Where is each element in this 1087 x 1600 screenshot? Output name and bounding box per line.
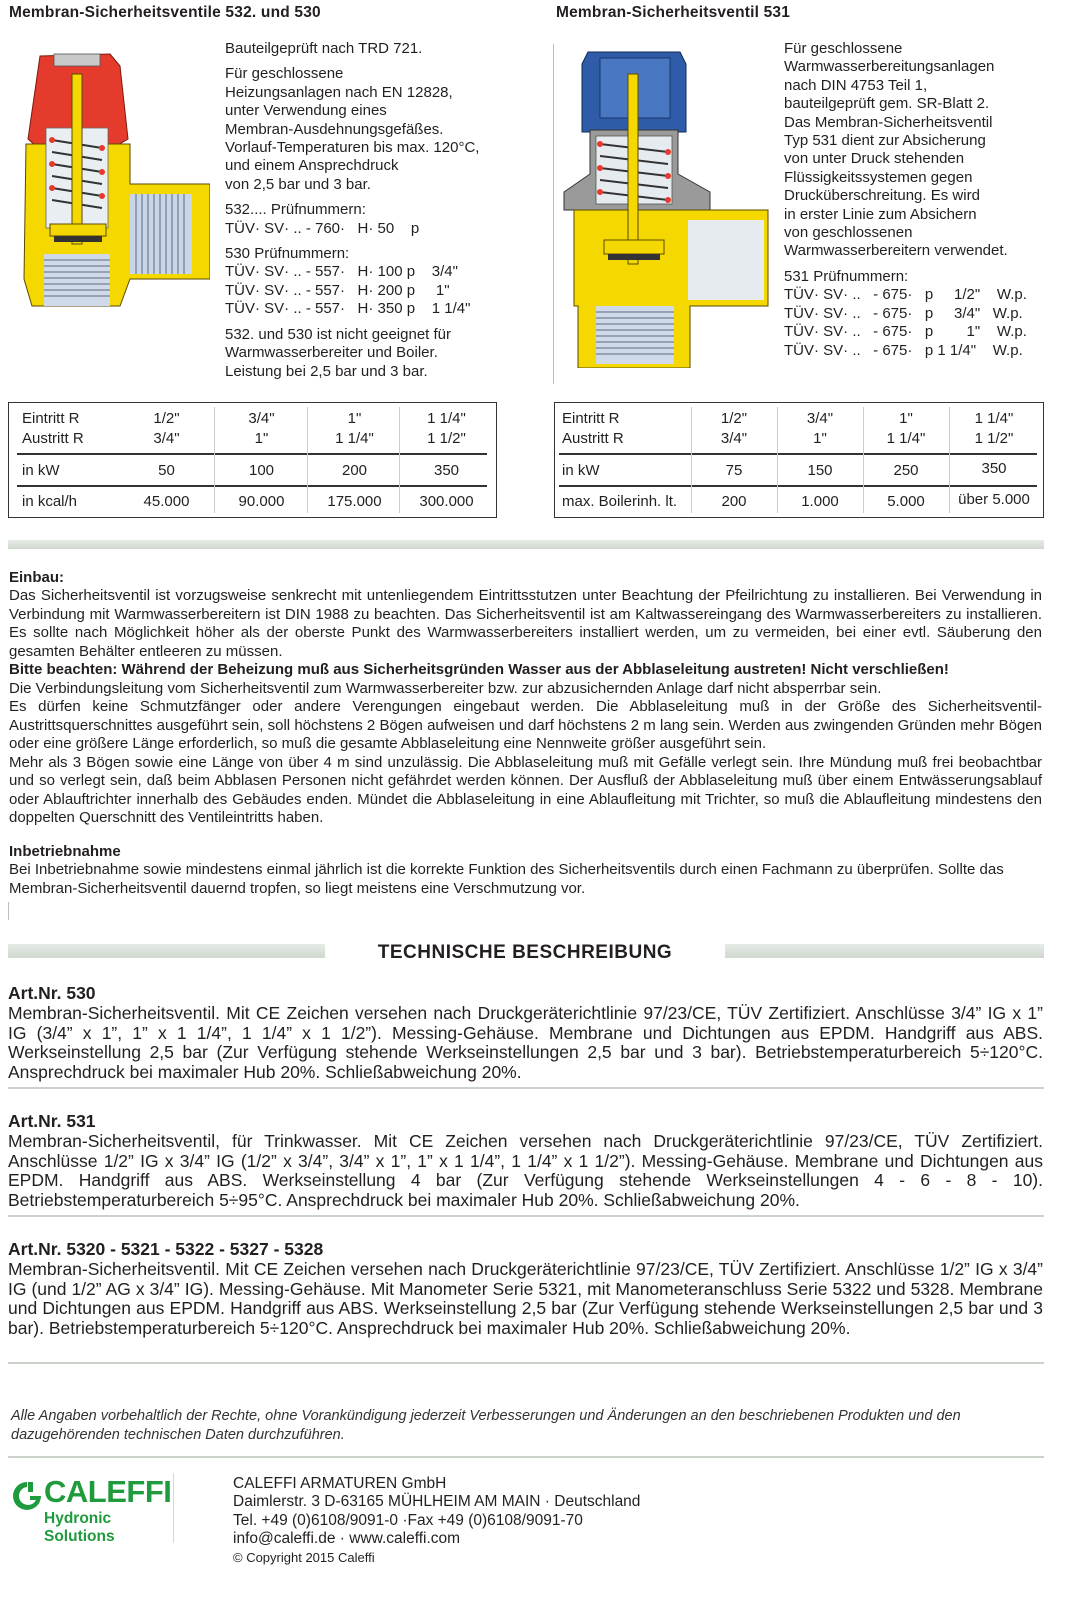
einbau-text4: Mehr als 3 Bögen sowie eine Länge von über 4 m sind unzulässig. Die Abblaseleitung muß mit Gefälle verlegt sein. Ihre Mündung muß frei beobachtbar und so verlegt sein, daß beim Abblasen Personen nicht gefährdet werden können. Der Ausfluß der Abblaseleitung muß über einem Entwässerungsablauf oder Ablauftrichter innerhalb des Gebäudes enden. Mündet die Abblaseleitung in eine Ablaufleitung mit Trichter, so muß die Ablaufleitung mindestens den doppelten Querschnitt des Ventileintritts haben. xyxy=(9,753,1042,826)
einbau-text1: Das Sicherheitsventil ist vorzugsweise senkrecht mit untenliegendem Eintrittsstutzen unter Beachtung der Pfeilrichtung zu installieren. Bei Verwendung in Verbindung mit Warmwasserbereitern ist DIN 1988 zu beachten. Das Sicherheitsventil ist am Kaltwassereingang des Warmwasserbereiters zu installieren. Es sollte nach Möglichkeit höher als der oberste Punkt des Warmwasserbereiters installiert werden, um zu vermeiden, bei einer evtl. Säuberung den gesamten Behälter entleeren zu müssen. xyxy=(9,587,1042,660)
table-label-boiler: max. Boilerinh. lt. xyxy=(562,493,678,510)
table-cell: 1" xyxy=(899,410,913,427)
left-p5-line: 532. und 530 ist nicht geeignet für xyxy=(225,325,451,343)
caleffi-logo-icon xyxy=(10,1479,44,1513)
table-cell: 250 xyxy=(893,462,919,479)
left-p5-line: Leistung bei 2,5 bar und 3 bar. xyxy=(225,362,428,380)
table-cell: 90.000 xyxy=(238,493,285,510)
article-number: Art.Nr. 530 xyxy=(8,983,96,1003)
einbau-text3: Es dürfen keine Schmutzfänger oder andere Verengungen eingebaut werden. Die Abblaseleitung muß in der Größe des Sicherheitsventil-Austrittsquerschnittes ausgeführt sein, soll höchstens 2 Bögen aufweisen und darf höchstens 2 m lang sein. Werden aus zwingenden Gründen mehr Bögen oder eine größere Länge erforderlich, so muß die gesamte Abblaseleitung eine Nennweite größer ausgeführt sein. xyxy=(9,698,1042,752)
right-p1-line: Drucküberschreitung. Es wird xyxy=(784,187,980,205)
table-label-kw: in kW xyxy=(22,462,60,479)
table-label-outlet: Austritt R xyxy=(562,430,624,447)
right-p1-line: nach DIN 4753 Teil 1, xyxy=(784,76,928,94)
right-p1-line: Typ 531 dient zur Absicherung xyxy=(784,132,986,150)
right-p1-line: in erster Linie zum Absichern xyxy=(784,205,977,223)
company-web[interactable]: info@caleffi.de · www.caleffi.com xyxy=(233,1530,461,1548)
right-p1-line: Flüssigkeitssystemen gegen xyxy=(784,168,973,186)
right-p2-line: 531 Prüfnummern: xyxy=(784,267,909,285)
table-rule xyxy=(17,485,487,487)
table-label-kw: in kW xyxy=(562,462,600,479)
right-p2-line: TÜV· SV· .. - 675· p 1 1/4" W.p. xyxy=(784,341,1023,359)
column-divider xyxy=(553,44,554,384)
article-text: Membran-Sicherheitsventil. Mit CE Zeichen versehen nach Druckgeräterichtlinie 97/23/CE, TÜV Zertifiziert. Anschlüsse 1/2” IG x 3/4” IG (und 1/2” AG x 3/4” IG). Messing-Gehäuse. Mit Manometer Serie 5321, mit Manometeranschluss Serie 5322 und 5328. Membrane und Dichtungen aus EPDM. Handgriff aus ABS. Werkseinstellung 2,5 bar (Zur Verfügung stehende Werkseinstellungen 2,5 bar und 3 bar). Betriebstemperaturbereich 5÷120°C. Ansprechdruck bei maximaler Hub 20%. Schließabweichung 20%. xyxy=(8,1259,1043,1338)
right-p1-line: bauteilgeprüft gem. SR-Blatt 2. xyxy=(784,95,990,113)
left-p3-line: 532.... Prüfnummern: xyxy=(225,201,366,219)
right-description xyxy=(784,40,1084,367)
left-description xyxy=(225,40,545,388)
table-rule xyxy=(17,453,487,455)
table-cell: 1/2" xyxy=(153,410,180,427)
table-cell: 1/2" xyxy=(720,410,748,427)
table-cell: 1.000 xyxy=(801,493,839,510)
table-cell: 45.000 xyxy=(143,493,190,510)
table-cell: 50 xyxy=(158,462,175,479)
table-cell: 350 xyxy=(981,460,1007,477)
article-number: Art.Nr. 5320 - 5321 - 5322 - 5327 - 5328 xyxy=(8,1239,324,1259)
left-section-title: Membran-Sicherheitsventile 532. und 530 xyxy=(9,4,321,21)
left-p2-line: Membran-Ausdehnungsgefäßes. xyxy=(225,120,444,138)
tech-heading: TECHNISCHE BESCHREIBUNG xyxy=(325,936,725,970)
table-cell: über 5.000 xyxy=(958,491,1030,508)
right-p1-line: Für geschlossene xyxy=(784,40,903,57)
disclaimer: Alle Angaben vorbehaltlich der Rechte, ohne Vorankündigung jederzeit Verbesserungen und Änderungen an den beschriebenen Produkten und den dazugehörenden technischen Daten durchzuführen. xyxy=(11,1408,961,1443)
table-cell: 1 1/2" xyxy=(427,430,466,447)
table-label-inlet: Eintritt R xyxy=(562,410,620,427)
table-cell: 150 xyxy=(807,462,833,479)
company-address xyxy=(233,1475,640,1567)
copyright: © Copyright 2015 Caleffi xyxy=(233,1549,375,1565)
right-p2-line: TÜV· SV· .. - 675· p 1/2" W.p. xyxy=(784,286,1027,304)
table-rule xyxy=(559,485,1037,487)
left-p2-line: Heizungsanlagen nach EN 12828, xyxy=(225,83,453,101)
tech-item-532x xyxy=(8,1239,1043,1338)
table-cell: 1" xyxy=(347,410,362,427)
right-section-title: Membran-Sicherheitsventil 531 xyxy=(556,4,791,21)
left-spec-table xyxy=(8,402,497,518)
left-p5-line: Warmwasserbereiter und Boiler. xyxy=(225,344,438,362)
article-text: Membran-Sicherheitsventil. Mit CE Zeichen versehen nach Druckgeräterichtlinie 97/23/CE, TÜV Zertifiziert. Anschlüsse 3/4” IG x 1” IG (3/4” x 1”, 1” x 1 1/4”, 1 1/4” x 1 1/2”). Messing-Gehäuse. Membrane und Dichtungen aus EPDM. Handgriff aus ABS. Werkseinstellung 2,5 bar (Zur Verfügung stehende Werkseinstellungen 2,5 bar und 3 bar). Betriebstemperaturbereich 5÷120°C. Ansprechdruck bei maximaler Hub 20%. Schließabweichung 20%. xyxy=(8,1003,1043,1082)
table-cell: 3/4" xyxy=(806,410,834,427)
caleffi-logo xyxy=(8,1473,174,1543)
right-p1-line: von geschlossenen xyxy=(784,224,913,242)
einbau-section xyxy=(9,569,1042,828)
table-cell: 200 xyxy=(721,493,747,510)
table-cell: 3/4" xyxy=(720,430,748,447)
left-p4-line: TÜV· SV· .. - 557· H· 200 p 1" xyxy=(225,281,450,299)
left-p3-line: TÜV· SV· .. - 760· H· 50 p xyxy=(225,219,420,237)
table-cell: 1 1/4" xyxy=(335,430,374,447)
tech-item-531 xyxy=(8,1111,1043,1210)
right-spec-table xyxy=(554,402,1044,518)
left-p2-line: und einem Ansprechdruck xyxy=(225,157,399,175)
left-p2-line: unter Verwendung eines xyxy=(225,102,387,120)
table-cell: 100 xyxy=(248,462,275,479)
article-number: Art.Nr. 531 xyxy=(8,1111,96,1131)
right-p1-line: Warmwasserbereitern verwendet. xyxy=(784,242,1008,260)
table-cell: 1 1/4" xyxy=(974,410,1014,427)
right-p2-line: TÜV· SV· .. - 675· p 1" W.p. xyxy=(784,323,1027,341)
section-band xyxy=(8,540,1044,549)
logo-subtitle: Hydronic Solutions xyxy=(44,1510,115,1545)
table-cell: 75 xyxy=(725,462,743,479)
inbetrieb-heading: Inbetriebnahme xyxy=(9,843,121,860)
right-p1-line: von unter Druck stehenden xyxy=(784,150,965,168)
table-cell: 3/4" xyxy=(248,410,275,427)
table-cell: 175.000 xyxy=(327,493,382,510)
table-cell: 1 1/4" xyxy=(427,410,466,427)
table-cell: 350 xyxy=(433,462,460,479)
left-p2-line: Vorlauf-Temperaturen bis max. 120°C, xyxy=(225,139,480,157)
company-name: CALEFFI ARMATUREN GmbH xyxy=(233,1475,447,1492)
table-label-outlet: Austritt R xyxy=(22,430,84,447)
table-cell: 1 1/4" xyxy=(886,430,926,447)
right-p2-line: TÜV· SV· .. - 675· p 3/4" W.p. xyxy=(784,304,1023,322)
table-cell: 300.000 xyxy=(419,493,474,510)
tech-item-530 xyxy=(8,983,1043,1082)
inbetrieb-section xyxy=(9,843,1042,898)
table-cell: 1" xyxy=(254,430,269,447)
einbau-text2: Die Verbindungsleitung vom Sicherheitsventil zum Warmwasserbereiter bzw. zur abzusichernden Anlage darf nicht absperrbar sein. xyxy=(9,679,882,697)
valve-532-530-illustration xyxy=(10,44,210,312)
table-rule xyxy=(559,453,1037,455)
table-cell: 5.000 xyxy=(887,493,925,510)
left-p4-line: 530 Prüfnummern: xyxy=(225,245,350,263)
left-p2-line: Für geschlossene xyxy=(225,65,344,83)
company-phone: Tel. +49 (0)6108/9091-0 ·Fax +49 (0)6108/9091-70 xyxy=(233,1511,583,1529)
left-p2-line: von 2,5 bar und 3 bar. xyxy=(225,175,371,193)
article-text: Membran-Sicherheitsventil, für Trinkwasser. Mit CE Zeichen versehen nach Druckgeräterichtlinie 97/23/CE, TÜV Zertifiziert. Anschlüsse 1/2” IG x 3/4” IG (1/2” x 3/4”, 3/4” x 1”, 1” x 1 1/4”, 1 1/4” x 1 1/2”). Messing-Gehäuse. Membrane und Dichtungen aus EPDM. Handgriff aus ABS. Werkseinstellung 4 bar (Zur Verfügung stehende Werkseinstellungen 4 - 6 - 8 - 10). Betriebstemperaturbereich 5÷95°C. Ansprechdruck bei maximaler Hub 20%. Schließabweichung 20%. xyxy=(8,1131,1043,1210)
einbau-warning: Bitte beachten: Während der Beheizung muß aus Sicherheitsgründen Wasser aus der Abblaseleitung austreten! Nicht verschließen! xyxy=(9,661,949,678)
table-cell: 200 xyxy=(341,462,368,479)
table-label-inlet: Eintritt R xyxy=(22,410,80,427)
left-p1: Bauteilgeprüft nach TRD 721. xyxy=(225,40,423,57)
left-p4-line: TÜV· SV· .. - 557· H· 350 p 1 1/4" xyxy=(225,300,471,318)
logo-text: CALEFFI xyxy=(44,1474,172,1509)
einbau-heading: Einbau: xyxy=(9,569,64,586)
inbetrieb-text: Bei Inbetriebnahme sowie mindestens einmal jährlich ist die korrekte Funktion des Sicherheitsventils durch einen Fachmann zu überprüfen. Sollte das Membran-Sicherheitsventil dauernd tropfen, so liegt meistens eine Verschmutzung vor. xyxy=(9,861,1004,897)
table-cell: 1" xyxy=(813,430,827,447)
valve-531-illustration xyxy=(560,44,770,368)
company-street: Daimlerstr. 3 D-63165 MÜHLHEIM AM MAIN · Deutschland xyxy=(233,1493,641,1511)
table-label-kcal: in kcal/h xyxy=(22,493,78,510)
table-cell: 3/4" xyxy=(153,430,180,447)
right-p1-line: Warmwasserbereitungsanlagen xyxy=(784,58,995,76)
table-cell: 1 1/2" xyxy=(974,430,1014,447)
right-p1-line: Das Membran-Sicherheitsventil xyxy=(784,113,993,131)
left-p4-line: TÜV· SV· .. - 557· H· 100 p 3/4" xyxy=(225,263,458,281)
